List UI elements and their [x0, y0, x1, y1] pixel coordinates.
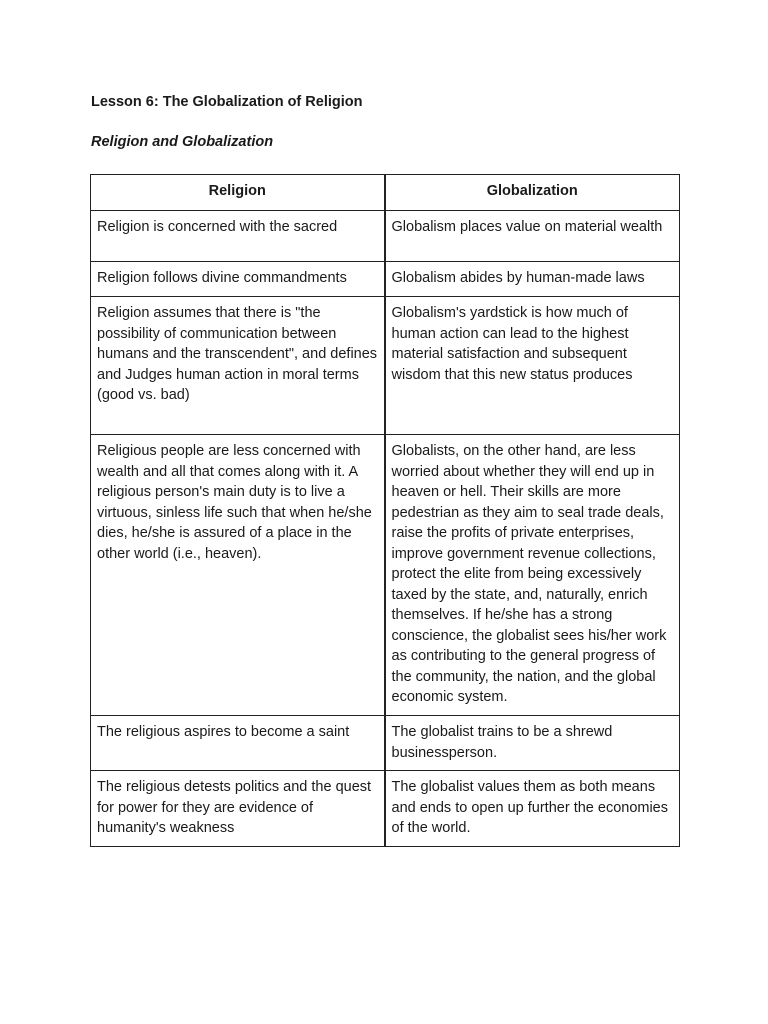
comparison-table — [90, 174, 680, 847]
globalization-cell: Globalism places value on material wealth — [385, 211, 680, 262]
column-header-religion: Religion — [91, 175, 385, 211]
globalization-cell: The globalist values them as both means and ends to open up further the economies of the world. — [385, 771, 680, 847]
table-row — [91, 435, 680, 716]
religion-cell: Religion follows divine commandments — [91, 262, 385, 297]
table-header-row — [91, 175, 680, 211]
table-row — [91, 771, 680, 847]
religion-cell: The religious aspires to become a saint — [91, 716, 385, 771]
lesson-title: Lesson 6: The Globalization of Religion — [91, 94, 363, 110]
globalization-cell: Globalism's yardstick is how much of human action can lead to the highest material satisfaction and subsequent wisdom that this new status produces — [385, 297, 680, 435]
religion-cell: Religion assumes that there is "the possibility of communication between humans and the transcendent", and defines and Judges human action in moral terms (good vs. bad) — [91, 297, 385, 435]
table-row — [91, 262, 680, 297]
religion-cell: Religious people are less concerned with wealth and all that comes along with it. A religious person's main duty is to live a virtuous, sinless life such that when he/she dies, he/she is assured of a place in the other world (i.e., heaven). — [91, 435, 385, 716]
table-row — [91, 297, 680, 435]
religion-cell: The religious detests politics and the quest for power for they are evidence of humanity's weakness — [91, 771, 385, 847]
religion-cell: Religion is concerned with the sacred — [91, 211, 385, 262]
section-title: Religion and Globalization — [91, 134, 274, 150]
globalization-cell: Globalists, on the other hand, are less worried about whether they will end up in heaven or hell. Their skills are more pedestrian as they aim to seal trade deals, raise the profits of private enterprises, improve government revenue collections, protect the elite from being excessively taxed by the state, and, naturally, enrich themselves. If he/she has a strong conscience, the globalist sees his/her work as contributing to the general progress of the community, the nation, and the global economic system. — [385, 435, 680, 716]
table-row — [91, 211, 680, 262]
globalization-cell: Globalism abides by human-made laws — [385, 262, 680, 297]
table-row — [91, 716, 680, 771]
globalization-cell: The globalist trains to be a shrewd businessperson. — [385, 716, 680, 771]
column-header-globalization: Globalization — [385, 175, 680, 211]
